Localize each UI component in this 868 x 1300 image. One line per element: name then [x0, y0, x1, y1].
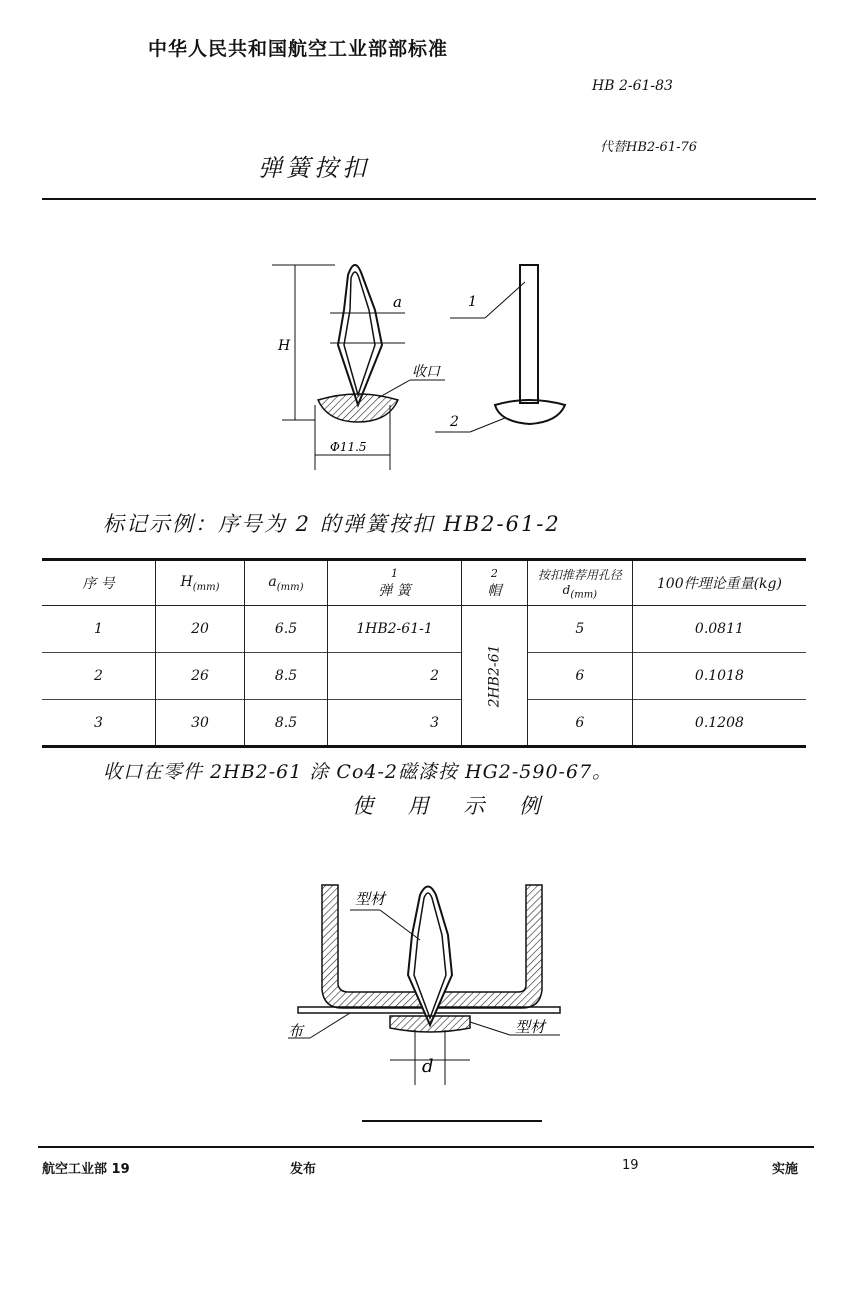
label-H: H: [278, 338, 291, 354]
callout-1: 1: [468, 294, 477, 310]
table-row: [42, 700, 806, 747]
col-seq: [42, 560, 156, 606]
header-seq: 序 号: [82, 576, 115, 592]
label-cloth: 布: [288, 1022, 304, 1040]
cell-d: 6: [527, 653, 632, 700]
col-cap: [462, 560, 528, 606]
cell-H: 26: [156, 653, 245, 700]
label-profile-bottom: 型材: [515, 1018, 546, 1036]
col-a: [245, 560, 328, 606]
label-shoukou: 收口: [412, 364, 440, 380]
cell-spring: 3: [328, 700, 462, 747]
header-spring-no: 1: [391, 566, 398, 580]
callout-2: 2: [450, 414, 459, 430]
label-d: d: [422, 1056, 434, 1077]
cell-H: 30: [156, 700, 245, 747]
usage-drawing: [270, 870, 590, 1100]
col-hole: [527, 560, 632, 606]
footer-rule: [38, 1146, 814, 1148]
header-hole-unit: (mm): [570, 589, 598, 601]
header-cap: 帽: [487, 582, 502, 599]
footer-issued: 发布: [290, 1162, 317, 1177]
footer-implement: 实施: [772, 1162, 799, 1177]
col-weight: [632, 560, 806, 606]
label-diameter: Φ11.5: [330, 440, 367, 454]
header-a-unit: (mm): [276, 581, 304, 593]
cell-weight: 0.1018: [632, 653, 806, 700]
standard-number: HB 2-61-83: [592, 78, 673, 94]
cell-d: 5: [527, 606, 632, 653]
coating-note: 收口在零件 2HB2-61 涂 Co4-2磁漆按 HG2-590-67。: [103, 761, 613, 783]
header-rule: [42, 198, 816, 200]
cell-a: 8.5: [245, 700, 328, 747]
table-row: [42, 606, 806, 653]
cell-d: 6: [527, 700, 632, 747]
header-H: H: [180, 573, 193, 590]
header-H-unit: (mm): [192, 581, 220, 593]
table-header-row: [42, 560, 806, 606]
end-rule: [362, 1120, 542, 1122]
cell-H: 20: [156, 606, 245, 653]
cell-spring: 2: [328, 653, 462, 700]
cell-weight: 0.0811: [632, 606, 806, 653]
cell-a: 6.5: [245, 606, 328, 653]
label-a: a: [393, 293, 402, 311]
part-drawing: [260, 240, 600, 480]
cap-value: 2HB2-61: [486, 644, 503, 707]
cell-spring: 1HB2-61-1: [328, 606, 462, 653]
col-spring: [328, 560, 462, 606]
cell-a: 8.5: [245, 653, 328, 700]
cell-cap: [462, 606, 528, 747]
header-hole: 按扣推荐用孔径: [537, 567, 622, 582]
cell-weight: 0.1208: [632, 700, 806, 747]
issuing-organization: 中华人民共和国航空工业部部标准: [148, 38, 449, 60]
document-title: 弹簧按扣: [258, 154, 370, 182]
spec-table: [42, 558, 806, 748]
header-weight: 100件理论重量(kg): [656, 576, 782, 592]
cell-seq: 2: [94, 668, 103, 684]
label-profile-top: 型材: [355, 890, 386, 908]
header-spring: 弹 簧: [378, 582, 411, 599]
header-a: a: [268, 573, 277, 590]
cell-seq: 1: [94, 621, 103, 637]
marking-example: 标记示例：序号为 2 的弹簧按扣 HB2-61-2: [103, 512, 561, 536]
header-hole-d: d: [562, 582, 571, 597]
cell-seq: 3: [94, 714, 103, 731]
footer-issuer: 航空工业部 19: [42, 1162, 130, 1177]
replaces-standard: 代替HB2-61-76: [600, 140, 698, 155]
header-cap-no: 2: [490, 566, 498, 580]
usage-title: 使 用 示 例: [352, 794, 555, 818]
footer-page: 19: [622, 1158, 639, 1173]
col-H: [156, 560, 245, 606]
table-row: [42, 653, 806, 700]
